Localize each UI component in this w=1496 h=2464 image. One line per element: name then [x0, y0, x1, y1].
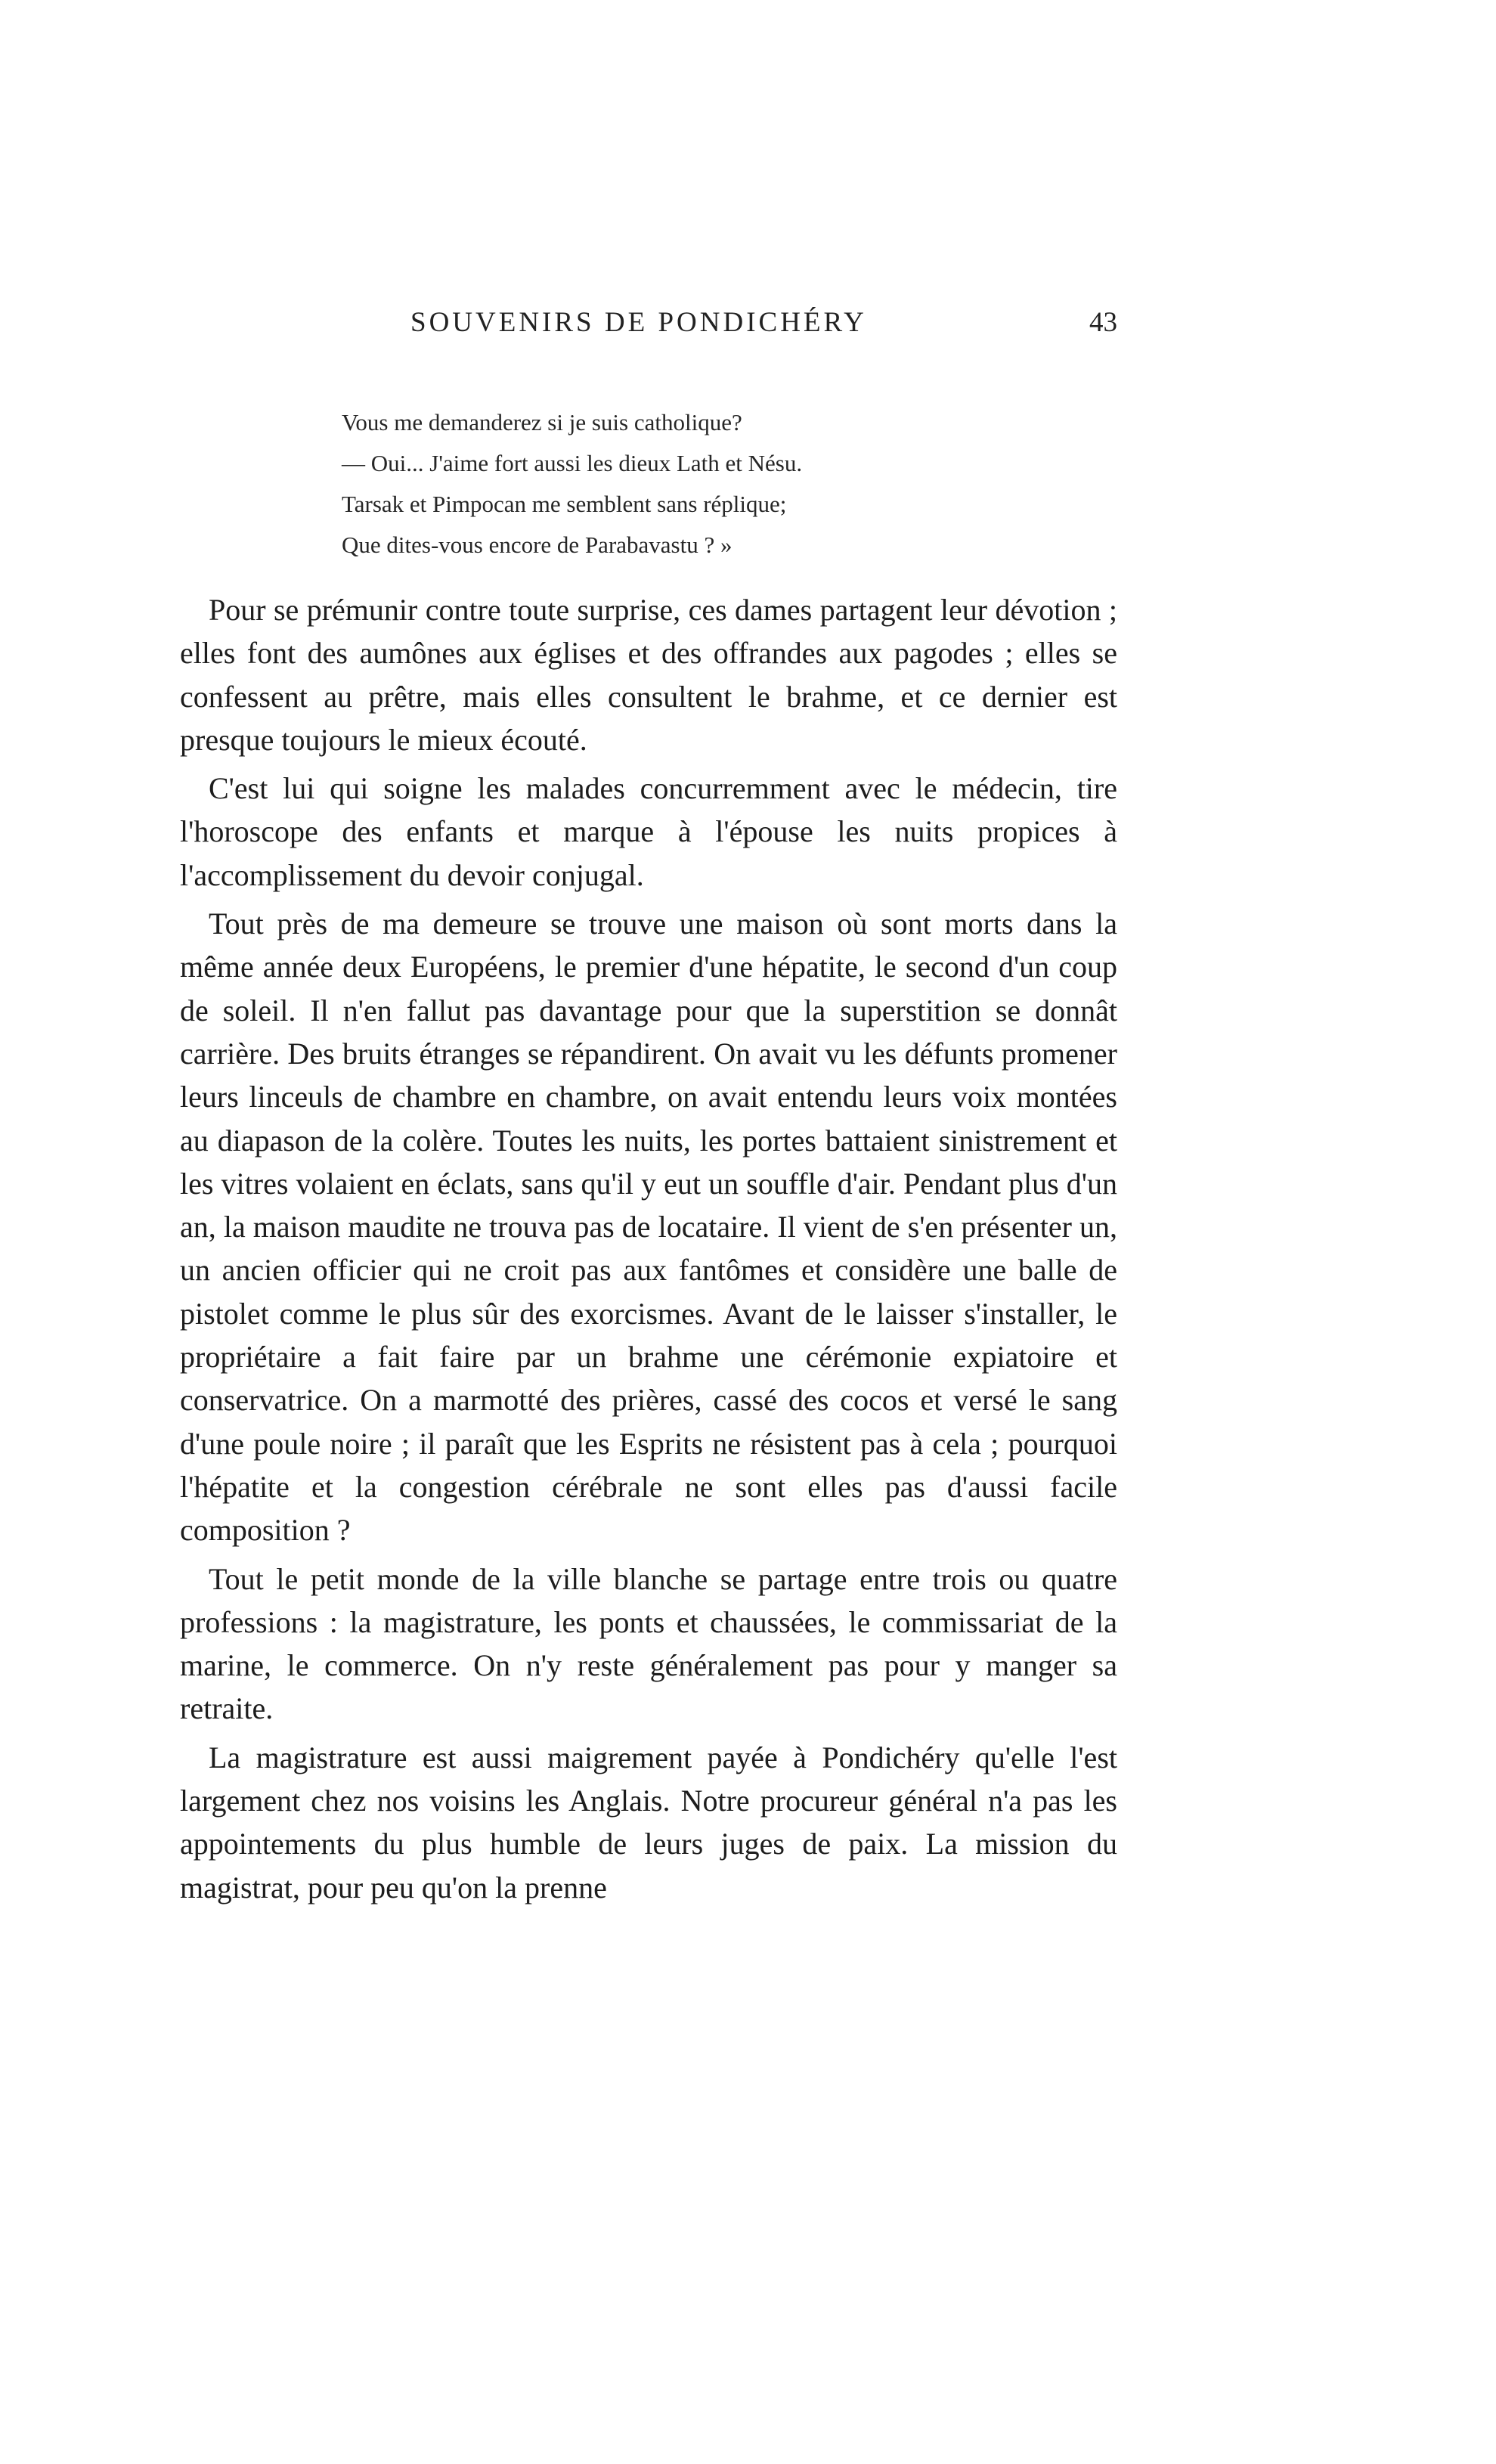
paragraph: C'est lui qui soigne les malades concurremment avec le médecin, tire l'horoscope des enfants et marque à l'épouse les nuits propices à l'accomplissement du devoir conjugal.	[180, 771, 1117, 892]
running-title: SOUVENIRS DE PONDICHÉRY	[410, 307, 867, 338]
verse-line: Vous me demanderez si je suis catholique?	[342, 409, 742, 435]
paragraph: Pour se prémunir contre toute surprise, ces dames partagent leur dévotion ; elles font des aumônes aux églises et des offrandes aux pagodes ; elles se confessent au prêtre, mais elles consultent le brahme, et ce dernier est presque toujours le mieux écouté.	[180, 593, 1117, 757]
verse-line: Que dites-vous encore de Parabavastu ? »	[342, 532, 733, 558]
paragraph: Tout le petit monde de la ville blanche se partage entre trois ou quatre professions : la magistrature, les ponts et chaussées, le commissariat de la marine, le commerce. On n'y reste généralement pas pour y manger sa retraite.	[180, 1561, 1117, 1726]
verse-line: — Oui... J'aime fort aussi les dieux Lath et Nésu.	[342, 450, 803, 476]
verse-quotation	[342, 402, 1022, 566]
page-number: 43	[1089, 307, 1117, 338]
paragraph: Tout près de ma demeure se trouve une maison où sont morts dans la même année deux Européens, le premier d'une hépatite, le second d'un coup de soleil. Il n'en fallut pas davantage pour que la superstition se donnât carrière. Des bruits étranges se répandirent. On avait vu les défunts promener leurs linceuls de chambre en chambre, on avait entendu leurs voix montées au diapason de la colère. Toutes les nuits, les portes battaient sinistrement et les vitres volaient en éclats, sans qu'il y eut un souffle d'air. Pendant plus d'un an, la maison maudite ne trouva pas de locataire. Il vient de s'en présenter un, un ancien officier qui ne croit pas aux fantômes et considère une balle de pistolet comme le plus sûr des exorcismes. Avant de le laisser s'installer, le propriétaire a fait faire par un brahme une cérémonie expiatoire et conservatrice. On a marmotté des prières, cassé des cocos et versé le sang d'une poule noire ; il paraît que les Esprits ne résistent pas à cela ; pourquoi l'hépatite et la congestion cérébrale ne sont elles pas d'aussi facile composition ?	[180, 907, 1117, 1548]
body-text	[180, 588, 1117, 1909]
paragraph: La magistrature est aussi maigrement payée à Pondichéry qu'elle l'est largement chez nos voisins les Anglais. Notre procureur général n'a pas les appointements du plus humble de leurs juges de paix. La mission du magistrat, pour peu qu'on la prenne	[180, 1740, 1117, 1905]
running-head	[180, 306, 1117, 352]
verse-line: Tarsak et Pimpocan me semblent sans réplique;	[342, 491, 787, 517]
